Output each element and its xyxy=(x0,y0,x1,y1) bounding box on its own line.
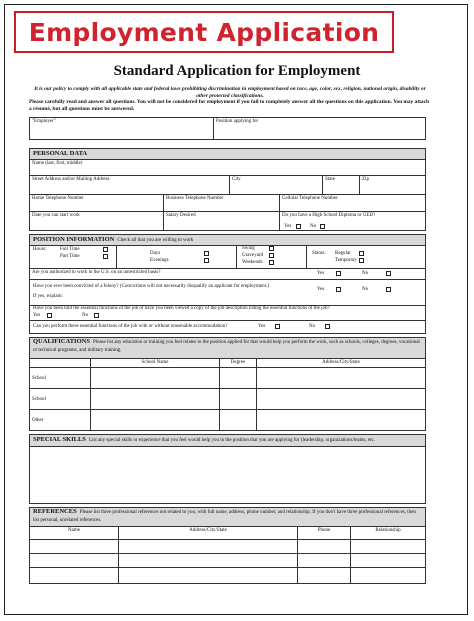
business-phone-field[interactable] xyxy=(163,194,280,212)
business-phone-label: Business Telephone Number xyxy=(166,196,224,201)
qual-row-2-label xyxy=(29,388,91,410)
qual-row-3-address[interactable] xyxy=(256,409,426,431)
zip-label: Zip xyxy=(362,177,369,182)
start-date-label: Date you can start work xyxy=(32,213,80,218)
ref-row-2-name[interactable] xyxy=(29,553,119,568)
diploma-label: Do you have a High School Diploma or GED? xyxy=(282,213,376,218)
position-applying-label: Position applying for xyxy=(216,119,259,124)
position-info-note: Check all that you are willing to work xyxy=(117,238,194,243)
qual-row-3-degree[interactable] xyxy=(219,409,257,431)
evenings-label: Evenings xyxy=(150,258,169,263)
home-phone-field[interactable] xyxy=(29,194,164,212)
perform-yes-label: Yes xyxy=(258,324,266,329)
weekends-checkbox[interactable] xyxy=(269,260,274,265)
told-no-label: No xyxy=(82,313,89,318)
diploma-no-checkbox[interactable] xyxy=(320,224,325,229)
hours-label: Hours: xyxy=(33,247,47,252)
perform-yes-checkbox[interactable] xyxy=(275,324,280,329)
qual-col-school-name-label: School Name xyxy=(141,360,169,365)
diploma-no-label: No xyxy=(310,224,317,229)
perform-functions-row xyxy=(29,320,426,334)
references-note: Please list three professional references not related to you, with full name, address, phone number, and relationship. If you don't have three professional references, then list personal, unrelated references. xyxy=(33,510,416,523)
authorized-no-checkbox[interactable] xyxy=(386,271,391,276)
qual-row-3-text: Other xyxy=(32,418,44,423)
street-label: Street Address and/or Mailing Address xyxy=(32,177,110,182)
perform-functions-question: Can you perform these essential functions of the job with or without reasonable accommodation? xyxy=(33,324,228,329)
felony-no-label: No xyxy=(362,287,369,292)
ref-col-address xyxy=(118,526,298,540)
told-yes-label: Yes xyxy=(33,313,41,318)
graveyard-checkbox[interactable] xyxy=(269,253,274,258)
diploma-yes-checkbox[interactable] xyxy=(296,224,301,229)
name-field[interactable] xyxy=(29,159,426,176)
temporary-label: Temporary xyxy=(335,258,357,263)
qual-row-1-school[interactable] xyxy=(90,367,220,389)
ref-col-name-label: Name xyxy=(68,528,80,533)
temporary-checkbox[interactable] xyxy=(359,258,364,263)
regular-checkbox[interactable] xyxy=(359,251,364,256)
perform-no-checkbox[interactable] xyxy=(325,324,330,329)
ref-row-2-relationship[interactable] xyxy=(350,553,426,568)
graveyard-label: Graveyard xyxy=(242,253,264,258)
part-time-checkbox[interactable] xyxy=(103,254,108,259)
employer-label: "Employer" xyxy=(32,119,56,124)
special-skills-field[interactable] xyxy=(29,446,426,504)
ref-col-relationship xyxy=(350,526,426,540)
ref-row-2-address[interactable] xyxy=(118,553,298,568)
qual-row-2-school[interactable] xyxy=(90,388,220,410)
qualifications-note: Please list any education or training you feel relates to the position applied for that would help you perform the work, such as schools, colleges, degrees, vocational or technical programs, and military training. xyxy=(33,340,420,353)
told-functions-row xyxy=(29,305,426,321)
personal-data-title: PERSONAL DATA xyxy=(33,150,88,157)
employer-field[interactable] xyxy=(29,117,214,140)
shift-divider xyxy=(236,245,237,269)
ref-row-1-phone[interactable] xyxy=(297,539,351,554)
felony-no-checkbox[interactable] xyxy=(386,287,391,292)
days-checkbox[interactable] xyxy=(204,251,209,256)
qual-col-address-label: Address/City/State xyxy=(322,360,360,365)
qualifications-title: QUALIFICATIONS xyxy=(33,338,90,345)
qual-row-3-label xyxy=(29,409,91,431)
qualifications-header xyxy=(29,337,426,359)
full-time-checkbox[interactable] xyxy=(103,247,108,252)
qual-row-1-degree[interactable] xyxy=(219,367,257,389)
full-time-label: Full Time xyxy=(60,247,80,252)
felony-question: Have you ever been convicted of a felony? (Convictions will not necessarily disqualify an applicant for employment.) xyxy=(33,284,269,289)
ref-col-address-label: Address/City/State xyxy=(189,528,227,533)
cell-phone-label: Cellular Telephone Number xyxy=(282,196,338,201)
diploma-field xyxy=(279,211,426,231)
qual-row-2-address[interactable] xyxy=(256,388,426,410)
felony-explain-label: If yes, explain: xyxy=(33,294,63,299)
authorized-yes-checkbox[interactable] xyxy=(336,271,341,276)
qual-row-1-address[interactable] xyxy=(256,367,426,389)
references-title: REFERENCES xyxy=(33,508,77,515)
references-header xyxy=(29,507,426,527)
cell-phone-field[interactable] xyxy=(279,194,426,212)
special-skills-title: SPECIAL SKILLS xyxy=(33,436,86,443)
told-functions-question: Have you been told the essential functions of the job or have you been viewed a copy of the job description listing the essential functions of the job? xyxy=(33,306,330,311)
city-label: City xyxy=(232,177,241,182)
part-time-label: Part Time xyxy=(60,254,80,259)
form-title: Standard Application for Employment xyxy=(113,63,361,79)
felony-yes-label: Yes xyxy=(317,287,325,292)
days-label: Days xyxy=(150,251,161,256)
start-date-field[interactable] xyxy=(29,211,164,231)
authorized-no-label: No xyxy=(362,271,369,276)
city-field[interactable] xyxy=(229,175,323,195)
status-label: Status: xyxy=(312,251,326,256)
ref-row-3-relationship[interactable] xyxy=(350,567,426,584)
told-yes-checkbox[interactable] xyxy=(47,313,52,318)
salary-field[interactable] xyxy=(163,211,280,231)
salary-label: Salary Desired xyxy=(166,213,196,218)
authorized-yes-label: Yes xyxy=(317,271,325,276)
qual-col-degree-label: Degree xyxy=(230,360,246,365)
intro-text xyxy=(29,86,431,112)
name-label: Name (last, first, middle) xyxy=(32,161,83,166)
felony-row xyxy=(29,279,426,306)
banner xyxy=(14,11,394,53)
ref-col-phone-label: Phone xyxy=(317,528,331,533)
diploma-yes-label: Yes xyxy=(284,224,292,229)
state-label: State xyxy=(325,177,335,182)
ref-col-phone xyxy=(297,526,351,540)
qual-row-2-text: School xyxy=(32,397,46,402)
perform-no-label: No xyxy=(309,324,316,329)
position-info-title: POSITION INFORMATION xyxy=(33,236,115,243)
intro-policy: It is our policy to comply with all applicable state and federal laws prohibiting discrimination in employment based on race, age, color, sex, religion, national origin, disability or other protected classifications. xyxy=(34,86,426,99)
ref-row-3-address[interactable] xyxy=(118,567,298,584)
ref-col-relationship-label: Relationship xyxy=(375,528,401,533)
evenings-checkbox[interactable] xyxy=(204,258,209,263)
swing-label: Swing xyxy=(242,246,255,251)
state-field[interactable] xyxy=(322,175,360,195)
qual-row-1-label xyxy=(29,367,91,389)
ref-row-1-address[interactable] xyxy=(118,539,298,554)
regular-label: Regular xyxy=(335,251,351,256)
ref-row-2-phone[interactable] xyxy=(297,553,351,568)
special-skills-note: List any special skills or experience that you feel would help you in the position that you are applying for (leadership, organizations/teams, etc. xyxy=(88,438,376,443)
intro-instructions: Please carefully read and answer all questions. You will not be considered for employment if you fail to completely answer all the questions on this application. You may attach a résumé, but all questions must be answered. xyxy=(29,99,430,112)
ref-col-name xyxy=(29,526,119,540)
qual-row-3-school[interactable] xyxy=(90,409,220,431)
qual-row-2-degree[interactable] xyxy=(219,388,257,410)
qual-row-1-text: School xyxy=(32,376,46,381)
ref-row-1-relationship[interactable] xyxy=(350,539,426,554)
status-divider xyxy=(306,245,307,269)
street-field[interactable] xyxy=(29,175,230,195)
home-phone-label: Home Telephone Number xyxy=(32,196,84,201)
weekends-label: Weekends xyxy=(242,260,263,265)
told-no-checkbox[interactable] xyxy=(94,313,99,318)
ref-row-3-name[interactable] xyxy=(29,567,119,584)
position-applying-field[interactable] xyxy=(213,117,426,140)
authorized-question: Are you authorized to work in the U.S. on an unrestricted basis? xyxy=(32,270,161,275)
hours-divider xyxy=(116,245,117,269)
hours-row xyxy=(29,245,426,269)
zip-field[interactable] xyxy=(359,175,426,195)
banner-title: Employment Application xyxy=(28,17,380,47)
swing-checkbox[interactable] xyxy=(269,246,274,251)
ref-row-3-phone[interactable] xyxy=(297,567,351,584)
felony-yes-checkbox[interactable] xyxy=(336,287,341,292)
ref-row-1-name[interactable] xyxy=(29,539,119,554)
